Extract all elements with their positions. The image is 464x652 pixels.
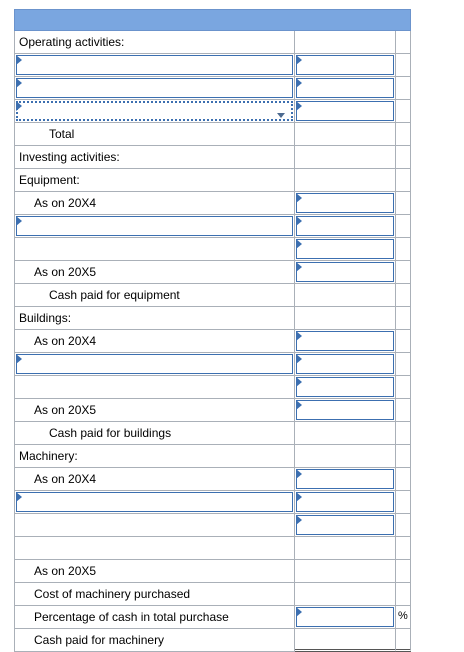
- table-row: [14, 261, 411, 284]
- suffix-cell: [396, 376, 411, 399]
- table-row: [14, 146, 411, 169]
- table-row: [14, 238, 411, 261]
- entry-flag-icon: [296, 469, 302, 479]
- label-cell: [14, 376, 295, 399]
- entry-flag-icon: [16, 492, 22, 502]
- value-cell: [295, 215, 396, 238]
- suffix-cell: [396, 445, 411, 468]
- value-cell: [295, 238, 396, 261]
- label-cell: [14, 353, 295, 376]
- table-row: [14, 560, 411, 583]
- value-cell: [295, 514, 396, 537]
- amount-input[interactable]: [296, 216, 394, 236]
- amount-input[interactable]: [296, 607, 394, 627]
- entry-flag-icon: [296, 331, 302, 341]
- value-cell: [295, 31, 396, 54]
- table-row: [14, 376, 411, 399]
- entry-flag-icon: [296, 492, 302, 502]
- label-cell: [14, 169, 295, 192]
- suffix-cell: [396, 422, 411, 445]
- row-label: As on 20X4: [34, 472, 97, 486]
- amount-input[interactable]: [296, 354, 394, 374]
- value-cell: [295, 560, 396, 583]
- value-cell: [295, 353, 396, 376]
- value-cell: [295, 100, 396, 123]
- entry-flag-icon: [16, 101, 22, 111]
- label-cell: [14, 468, 295, 491]
- row-label: Investing activities:: [19, 150, 120, 164]
- suffix-cell: [396, 261, 411, 284]
- suffix-cell: [396, 146, 411, 169]
- amount-input[interactable]: [296, 515, 394, 535]
- suffix-cell: [396, 560, 411, 583]
- label-cell: [14, 537, 295, 560]
- label-cell: [14, 445, 295, 468]
- table-row: [14, 192, 411, 215]
- table-row: [14, 537, 411, 560]
- value-cell: [295, 422, 396, 445]
- table-row: [14, 330, 411, 353]
- row-label: As on 20X4: [34, 334, 97, 348]
- amount-input[interactable]: [296, 55, 394, 75]
- row-label: Equipment:: [19, 173, 80, 187]
- table-row: [14, 77, 411, 100]
- worksheet-rows: [14, 31, 411, 652]
- row-label: Cost of machinery purchased: [34, 587, 191, 601]
- suffix-cell: [396, 583, 411, 606]
- suffix-cell: [396, 491, 411, 514]
- suffix-cell: [396, 238, 411, 261]
- value-cell: [295, 376, 396, 399]
- amount-input[interactable]: [296, 78, 394, 98]
- amount-input[interactable]: [296, 492, 394, 512]
- label-cell: [14, 307, 295, 330]
- suffix-cell: [396, 100, 411, 123]
- value-cell: [295, 284, 396, 307]
- label-cell: [14, 560, 295, 583]
- table-row: [14, 468, 411, 491]
- row-label: As on 20X5: [34, 403, 97, 417]
- label-cell: [14, 215, 295, 238]
- amount-input[interactable]: [296, 262, 394, 282]
- account-name-input[interactable]: [16, 492, 293, 512]
- value-cell: [295, 192, 396, 215]
- label-cell: [14, 606, 295, 629]
- table-row: [14, 514, 411, 537]
- value-cell: [295, 629, 396, 652]
- label-cell: [14, 583, 295, 606]
- suffix-cell: [396, 537, 411, 560]
- suffix-cell: [396, 399, 411, 422]
- table-row: [14, 307, 411, 330]
- suffix-cell: [396, 284, 411, 307]
- value-cell: [295, 169, 396, 192]
- value-cell: [295, 468, 396, 491]
- suffix-cell: [396, 330, 411, 353]
- table-row: [14, 353, 411, 376]
- row-label: Operating activities:: [19, 35, 125, 49]
- row-label: Cash paid for equipment: [49, 288, 180, 302]
- table-row: [14, 284, 411, 307]
- value-cell: [295, 399, 396, 422]
- suffix-cell: [396, 54, 411, 77]
- value-cell: [295, 146, 396, 169]
- table-row: [14, 169, 411, 192]
- row-label: Cash paid for buildings: [49, 426, 172, 440]
- suffix-cell: [396, 307, 411, 330]
- table-row: [14, 629, 411, 652]
- entry-flag-icon: [296, 354, 302, 364]
- table-row: [14, 31, 411, 54]
- row-label: Total: [49, 127, 75, 141]
- entry-flag-icon: [16, 78, 22, 88]
- entry-flag-icon: [296, 101, 302, 111]
- label-cell: [14, 77, 295, 100]
- amount-input[interactable]: [296, 331, 394, 351]
- entry-flag-icon: [296, 216, 302, 226]
- value-cell: [295, 537, 396, 560]
- value-cell: [295, 445, 396, 468]
- entry-flag-icon: [296, 515, 302, 525]
- suffix-cell: [396, 31, 411, 54]
- value-cell: [295, 261, 396, 284]
- value-cell: [295, 54, 396, 77]
- table-row: [14, 491, 411, 514]
- suffix-cell: [396, 629, 411, 652]
- row-label: Machinery:: [19, 449, 78, 463]
- entry-flag-icon: [296, 377, 302, 387]
- label-cell: [14, 422, 295, 445]
- entry-flag-icon: [296, 262, 302, 272]
- value-cell: [295, 123, 396, 146]
- suffix-cell: [396, 192, 411, 215]
- row-label: As on 20X4: [34, 196, 97, 210]
- entry-flag-icon: [16, 55, 22, 65]
- table-row: [14, 100, 411, 123]
- value-cell: [295, 583, 396, 606]
- label-cell: [14, 514, 295, 537]
- table-row: [14, 399, 411, 422]
- suffix-cell: [396, 468, 411, 491]
- row-label: Percentage of cash in total purchase: [34, 610, 229, 624]
- amount-input[interactable]: [296, 193, 394, 213]
- table-row: [14, 445, 411, 468]
- row-label: Cash paid for machinery: [34, 633, 165, 647]
- chevron-down-icon: [277, 113, 285, 118]
- label-cell: [14, 123, 295, 146]
- account-name-input[interactable]: [16, 354, 293, 374]
- entry-flag-icon: [296, 55, 302, 65]
- value-cell: [295, 330, 396, 353]
- table-row: [14, 422, 411, 445]
- entry-flag-icon: [296, 193, 302, 203]
- value-cell: [295, 307, 396, 330]
- table-row: [14, 215, 411, 238]
- account-name-input[interactable]: [16, 78, 293, 98]
- amount-input[interactable]: [296, 377, 394, 397]
- label-cell: [14, 330, 295, 353]
- adjustment-dropdown[interactable]: [16, 101, 293, 121]
- value-cell: [295, 77, 396, 100]
- row-label: Buildings:: [19, 311, 72, 325]
- suffix-cell: [396, 215, 411, 238]
- suffix-cell: [396, 77, 411, 100]
- label-cell: [14, 261, 295, 284]
- table-row: [14, 606, 411, 629]
- label-cell: [14, 284, 295, 307]
- amount-input[interactable]: [296, 101, 394, 121]
- label-cell: [14, 100, 295, 123]
- row-label: As on 20X5: [34, 564, 97, 578]
- entry-flag-icon: [296, 400, 302, 410]
- suffix-cell: [396, 169, 411, 192]
- account-name-input[interactable]: [16, 216, 293, 236]
- amount-input[interactable]: [296, 400, 394, 420]
- row-label: As on 20X5: [34, 265, 97, 279]
- entry-flag-icon: [16, 354, 22, 364]
- suffix-cell: [396, 514, 411, 537]
- label-cell: [14, 54, 295, 77]
- value-cell: [295, 491, 396, 514]
- worksheet-grid: [14, 9, 411, 652]
- table-header-bar: [14, 9, 411, 31]
- label-cell: [14, 238, 295, 261]
- suffix-cell: [396, 123, 411, 146]
- entry-flag-icon: [296, 607, 302, 617]
- label-cell: [14, 491, 295, 514]
- label-cell: [14, 399, 295, 422]
- account-name-input[interactable]: [16, 55, 293, 75]
- value-cell: [295, 606, 396, 629]
- amount-input[interactable]: [296, 239, 394, 259]
- table-row: [14, 123, 411, 146]
- suffix-cell: [396, 606, 411, 629]
- entry-flag-icon: [296, 239, 302, 249]
- label-cell: [14, 192, 295, 215]
- table-row: [14, 583, 411, 606]
- suffix-cell: [396, 353, 411, 376]
- label-cell: [14, 31, 295, 54]
- entry-flag-icon: [296, 78, 302, 88]
- table-row: [14, 54, 411, 77]
- entry-flag-icon: [16, 216, 22, 226]
- label-cell: [14, 146, 295, 169]
- label-cell: [14, 629, 295, 652]
- amount-input[interactable]: [296, 469, 394, 489]
- percent-sign: %: [398, 610, 408, 622]
